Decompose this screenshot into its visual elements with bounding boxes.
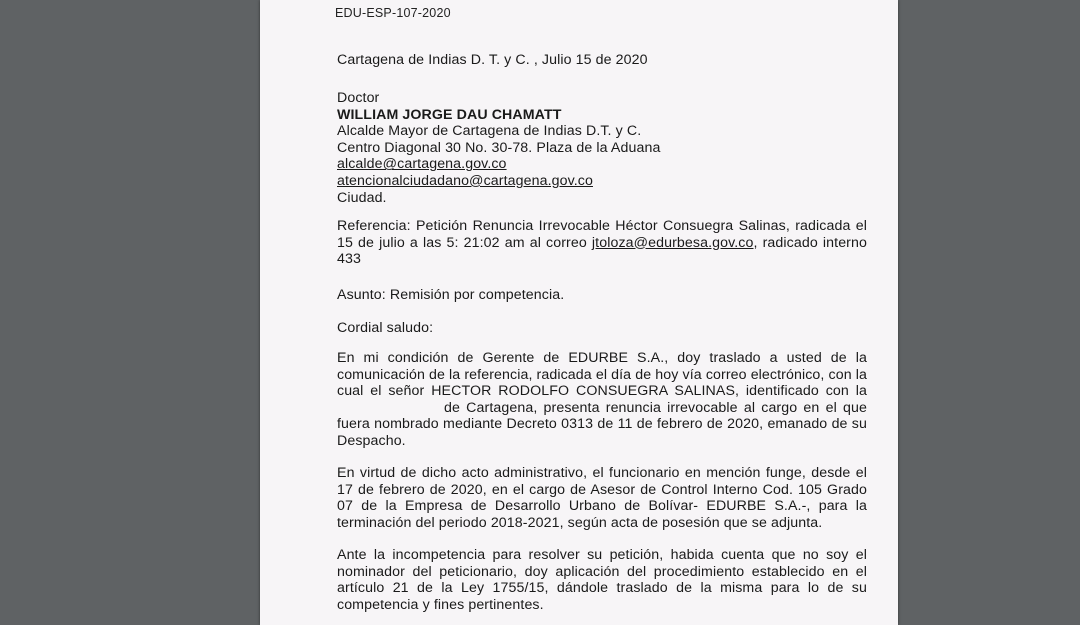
document-code: EDU-ESP-107-2020 bbox=[335, 6, 451, 20]
paragraph-3-line: competencia y fines pertinentes. bbox=[337, 596, 544, 613]
subject-text: Asunto: Remisión por competencia. bbox=[337, 287, 565, 303]
reference-line-2-pre: 15 de julio a las 5: 21:02 am al correo bbox=[337, 234, 592, 251]
recipient-address: Centro Diagonal 30 No. 30-78. Plaza de la Aduana bbox=[337, 139, 661, 156]
reference-line-3: 433 bbox=[337, 251, 361, 268]
reference-block bbox=[337, 218, 867, 268]
paragraph-2-line: 17 de febrero de 2020, en el cargo de Asesor de Control Interno Cod. 105 Grado bbox=[337, 481, 867, 498]
paragraph-1-line: de Cartagena, presenta renuncia irrevocable al cargo en el que bbox=[444, 399, 867, 416]
paragraph-3 bbox=[337, 547, 867, 613]
paragraph-1 bbox=[337, 350, 867, 450]
reference-line-2 bbox=[337, 235, 867, 252]
paragraph-1-line: fuera nombrado mediante Decreto 0313 de 11 de febrero de 2020, emanado de su bbox=[337, 416, 867, 433]
recipient-city: Ciudad. bbox=[337, 189, 387, 206]
paragraph-1-line: cual el señor HECTOR RODOLFO CONSUEGRA SALINAS, identificado con la bbox=[337, 383, 867, 400]
recipient-title: Doctor bbox=[337, 90, 380, 106]
paragraph-3-line: artículo 21 de la Ley 1755/15, dándole traslado de la misma para lo de su bbox=[337, 580, 867, 597]
reference-line-2-post: , radicado interno bbox=[753, 234, 867, 251]
recipient-email-2[interactable]: atencionalciudadano@cartagena.gov.co bbox=[337, 172, 593, 189]
recipient-block bbox=[337, 90, 867, 206]
paragraph-3-line: Ante la incompetencia para resolver su petición, habida cuenta que no soy el bbox=[337, 547, 867, 563]
place-date-text: Cartagena de Indias D. T. y C. , Julio 15 de 2020 bbox=[337, 52, 648, 68]
recipient-email-1[interactable]: alcalde@cartagena.gov.co bbox=[337, 156, 507, 173]
paragraph-2-line: En virtud de dicho acto administrativo, el funcionario en mención funge, desde el bbox=[337, 465, 867, 481]
reference-line-1: Referencia: Petición Renuncia Irrevocable Héctor Consuegra Salinas, radicada el bbox=[337, 218, 867, 234]
paragraph-2 bbox=[337, 465, 867, 531]
paragraph-2-line: terminación del periodo 2018-2021, según acta de posesión que se adjunta. bbox=[337, 514, 823, 531]
paragraph-2-line: 07 de la Empresa de Desarrollo Urbano de Bolívar- EDURBE S.A.-, para la bbox=[337, 498, 867, 515]
subject bbox=[337, 287, 867, 304]
recipient-name: WILLIAM JORGE DAU CHAMATT bbox=[337, 106, 562, 123]
reference-email[interactable]: jtoloza@edurbesa.gov.co bbox=[591, 234, 754, 251]
greeting-text: Cordial saludo: bbox=[337, 320, 434, 336]
greeting bbox=[337, 320, 867, 337]
paragraph-1-line: Despacho. bbox=[337, 432, 406, 449]
place-date bbox=[337, 52, 867, 69]
document-page bbox=[260, 0, 898, 625]
paragraph-1-line: comunicación de la referencia, radicada el día de hoy vía correo electrónico, con la bbox=[337, 366, 867, 383]
paragraph-3-line: nominador del peticionario, doy aplicación del procedimiento establecido en el bbox=[337, 563, 867, 580]
recipient-position: Alcalde Mayor de Cartagena de Indias D.T. y C. bbox=[337, 123, 642, 140]
paragraph-1-line: En mi condición de Gerente de EDURBE S.A., doy traslado a usted de la bbox=[337, 350, 867, 366]
